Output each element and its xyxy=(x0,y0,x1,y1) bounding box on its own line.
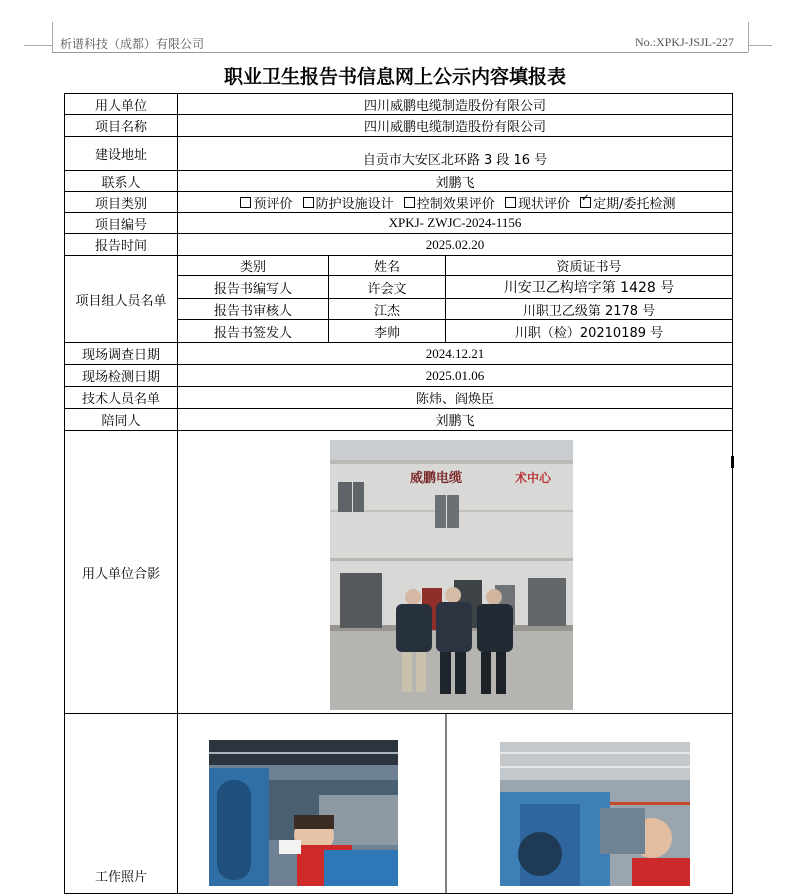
corner-mark-left xyxy=(52,22,53,52)
team-row xyxy=(178,276,733,299)
value-test-date: 2025.01.06 xyxy=(178,365,733,387)
group-photo-sign: 威鹏电缆 xyxy=(410,471,463,486)
team-table xyxy=(178,256,733,343)
row-test-date xyxy=(65,365,733,387)
value-employer: 四川威鹏电缆制造股份有限公司 xyxy=(178,94,733,115)
label-group-photo: 用人单位合影 xyxy=(65,431,178,714)
row-survey-date xyxy=(65,343,733,365)
work-photo-2 xyxy=(500,742,690,886)
team-cell xyxy=(178,256,733,343)
row-employer xyxy=(65,94,733,115)
row-project-name xyxy=(65,115,733,137)
team-row xyxy=(178,298,733,319)
team-name: 李帅 xyxy=(329,320,446,343)
row-project-no xyxy=(65,213,733,234)
document-number: No.:XPKJ-JSJL-227 xyxy=(634,35,734,49)
team-role: 报告书签发人 xyxy=(178,320,329,343)
value-project-name: 四川威鹏电缆制造股份有限公司 xyxy=(178,115,733,137)
form-title: 职业卫生报告书信息网上公示内容填报表 xyxy=(223,66,566,88)
row-address xyxy=(65,137,733,171)
team-cert: 川职卫乙级第 2178 号 xyxy=(446,298,733,319)
checkbox-protection-design[interactable] xyxy=(303,197,314,208)
option-protection-design: 防护设施设计 xyxy=(315,196,394,212)
category-options xyxy=(178,192,733,213)
label-escort: 陪同人 xyxy=(65,409,178,431)
option-periodic-testing: 定期/委托检测 xyxy=(593,196,676,212)
value-escort: 刘鹏飞 xyxy=(178,409,733,431)
team-role: 报告书编写人 xyxy=(178,276,329,299)
table-edge-marker xyxy=(731,456,734,468)
company-header: 析谱科技（成都）有限公司 xyxy=(60,37,205,51)
team-header-row xyxy=(178,256,733,276)
option-control-effect: 控制效果评价 xyxy=(416,196,495,212)
checkbox-control-effect[interactable] xyxy=(404,197,415,208)
label-project-no: 项目编号 xyxy=(65,213,178,234)
label-address: 建设地址 xyxy=(65,137,178,171)
checkbox-pre-evaluation[interactable] xyxy=(240,197,251,208)
row-contact xyxy=(65,171,733,192)
team-header-cert: 资质证书号 xyxy=(446,256,733,276)
header-rule xyxy=(52,52,748,53)
checkbox-status-evaluation[interactable] xyxy=(505,197,516,208)
row-team xyxy=(65,256,733,343)
label-tech-staff: 技术人员名单 xyxy=(65,387,178,409)
value-report-time: 2025.02.20 xyxy=(178,234,733,256)
team-header-name: 姓名 xyxy=(329,256,446,276)
group-photo-image xyxy=(330,440,573,710)
checkbox-periodic-testing[interactable] xyxy=(580,197,591,208)
label-team: 项目组人员名单 xyxy=(65,256,178,343)
team-name: 许会文 xyxy=(329,276,446,299)
team-cert: 川安卫乙构培字第 1428 号 xyxy=(446,276,733,299)
row-tech-staff xyxy=(65,387,733,409)
value-contact: 刘鹏飞 xyxy=(178,171,733,192)
group-photo xyxy=(330,440,573,710)
label-contact: 联系人 xyxy=(65,171,178,192)
label-report-time: 报告时间 xyxy=(65,234,178,256)
option-status-evaluation: 现状评价 xyxy=(517,196,570,212)
label-test-date: 现场检测日期 xyxy=(65,365,178,387)
team-role: 报告书审核人 xyxy=(178,298,329,319)
corner-mark-right xyxy=(748,22,749,52)
value-project-no: XPKJ- ZWJC-2024-1156 xyxy=(178,213,733,234)
value-survey-date: 2024.12.21 xyxy=(178,343,733,365)
svg-text:术中心: 术中心 xyxy=(515,471,552,485)
label-employer: 用人单位 xyxy=(65,94,178,115)
corner-mark-left-h xyxy=(24,45,52,46)
option-pre-evaluation: 预评价 xyxy=(253,196,293,212)
label-category: 项目类别 xyxy=(65,192,178,213)
team-header-role: 类别 xyxy=(178,256,329,276)
row-category xyxy=(65,192,733,213)
label-project-name: 项目名称 xyxy=(65,115,178,137)
value-tech-staff: 陈炜、阎焕臣 xyxy=(178,387,733,409)
team-name: 江杰 xyxy=(329,298,446,319)
value-address: 自贡市大安区北环路 3 段 16 号 xyxy=(178,137,733,171)
corner-mark-right-h xyxy=(748,45,772,46)
label-work-photos: 工作照片 xyxy=(65,714,178,894)
work-photo-1 xyxy=(209,740,398,886)
team-row xyxy=(178,320,733,343)
row-report-time xyxy=(65,234,733,256)
label-survey-date: 现场调查日期 xyxy=(65,343,178,365)
row-escort xyxy=(65,409,733,431)
team-cert: 川职（检）20210189 号 xyxy=(446,320,733,343)
